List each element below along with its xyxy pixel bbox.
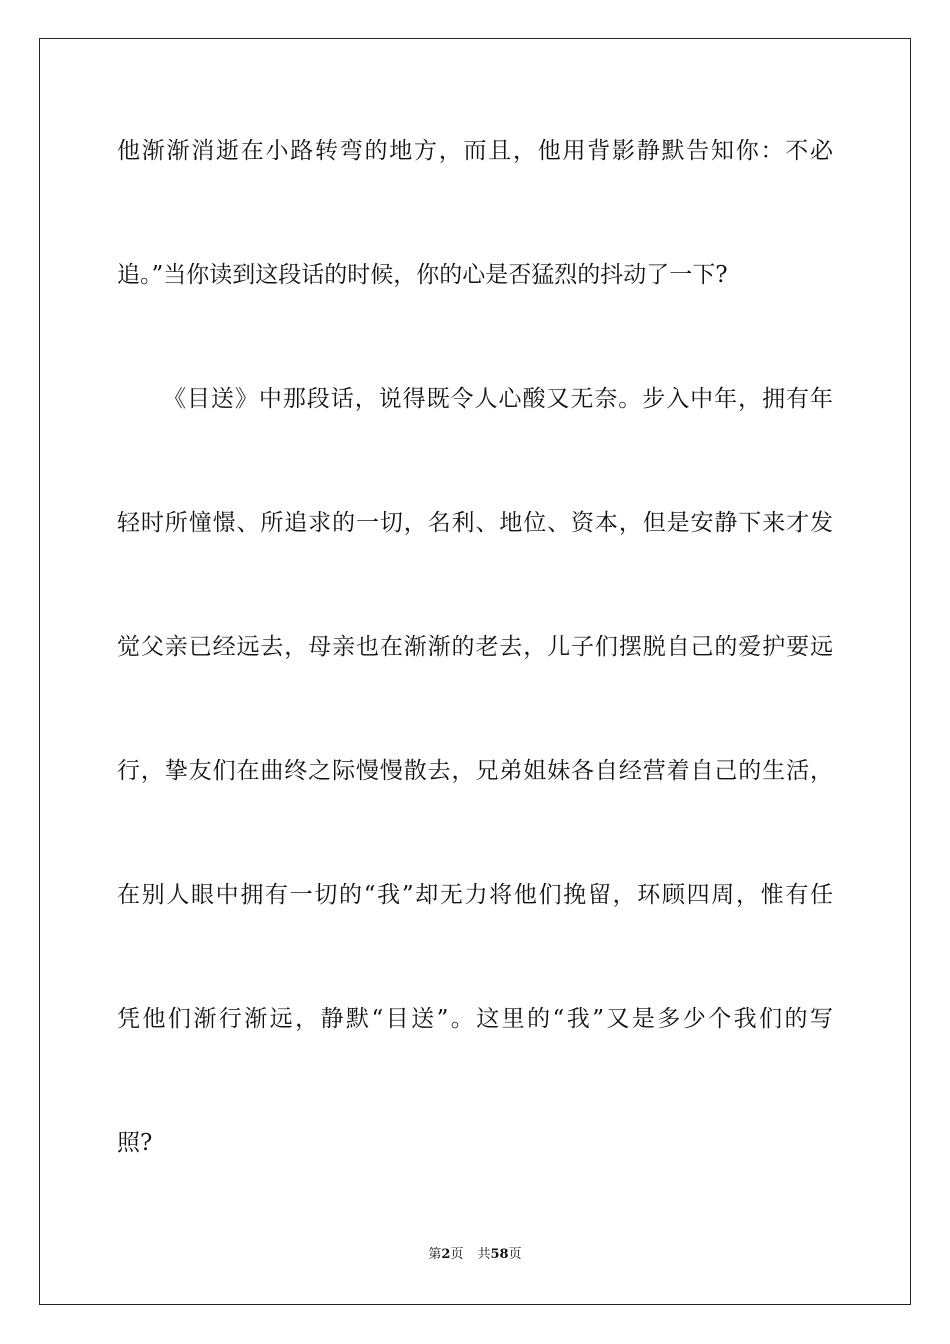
- paragraph-line-7: 在别人眼中拥有一切的“我”却无力将他们挽留，环顾四周，惟有任: [117, 882, 833, 908]
- page-number: 2: [441, 1247, 451, 1262]
- paragraph-line-1: 他渐渐消逝在小路转弯的地方，而且，他用背影静默告知你：不必: [117, 138, 833, 164]
- total-suffix: 页: [508, 1247, 522, 1262]
- page-prefix: 第: [428, 1247, 442, 1262]
- paragraph-line-5: 觉父亲已经远去，母亲也在渐渐的老去，儿子们摆脱自己的爱护要远: [117, 634, 833, 660]
- paragraph-line-8: 凭他们渐行渐远，静默“目送”。这里的“我”又是多少个我们的写: [117, 1006, 833, 1032]
- page-suffix: 页: [450, 1247, 464, 1262]
- page-border: [39, 38, 911, 1305]
- page-footer: [0, 1246, 950, 1264]
- total-prefix: 共: [477, 1247, 491, 1262]
- paragraph-line-3: 《目送》中那段话，说得既令人心酸又无奈。步入中年，拥有年: [163, 386, 833, 412]
- total-pages: 58: [490, 1247, 509, 1262]
- paragraph-line-4: 轻时所憧憬、所追求的一切，名利、地位、资本，但是安静下来才发: [117, 510, 833, 536]
- paragraph-line-6: 行，挚友们在曲终之际慢慢散去，兄弟姐妹各自经营着自己的生活，: [117, 758, 833, 784]
- paragraph-line-2: 追。”当你读到这段话的时候，你的心是否猛烈的抖动了一下?: [117, 262, 728, 288]
- paragraph-line-9: 照?: [117, 1130, 153, 1156]
